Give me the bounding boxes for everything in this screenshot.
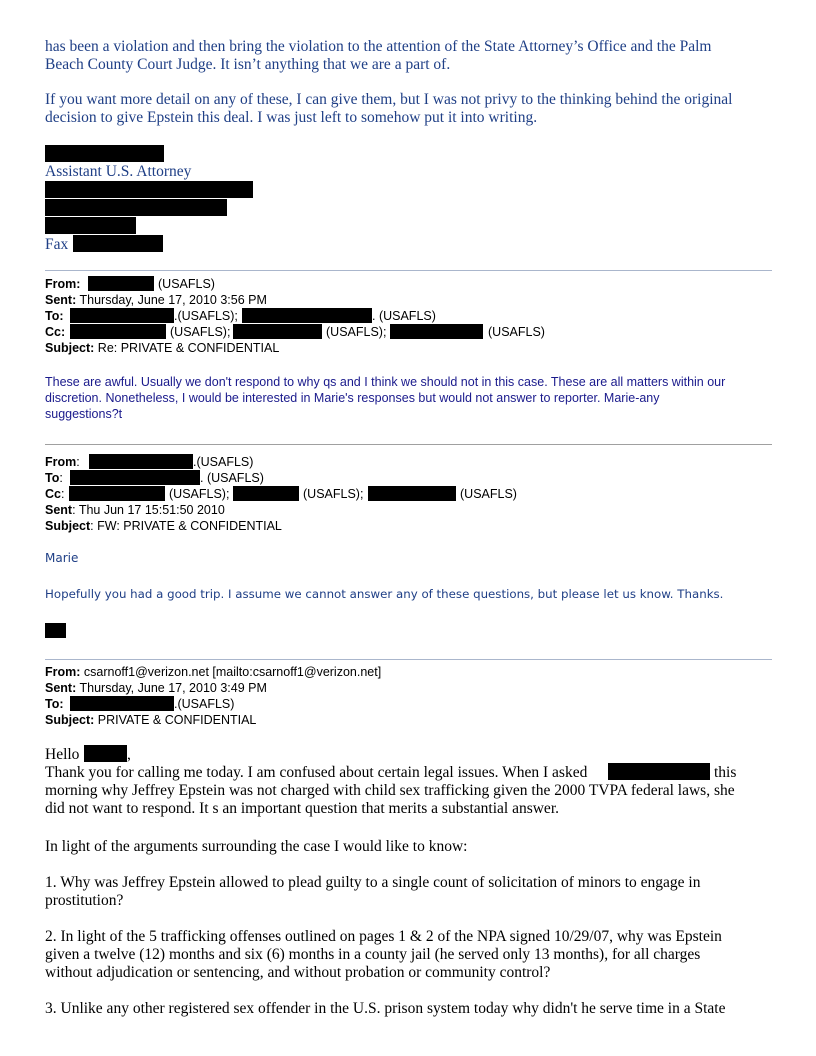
email3-from: From: csarnoff1@verizon.net [mailto:csarnoff1@verizon.net]: [45, 665, 382, 679]
email2-greeting: Marie: [45, 551, 79, 565]
redaction: [242, 308, 372, 323]
redaction: [88, 276, 154, 291]
divider: [45, 444, 772, 445]
redaction: [233, 486, 299, 501]
redaction: [89, 454, 193, 469]
email3-q1-line2: prostitution?: [45, 892, 124, 909]
email3-p1-line3: did not want to respond. It s an important question that merits a substantial answer.: [45, 800, 559, 817]
redaction: [45, 199, 227, 216]
detail-para-line2: decision to give Epstein this deal. I was just left to somehow put it into writing.: [45, 109, 538, 126]
top-para-line2: Beach County Court Judge. It isn’t anything that we are a part of.: [45, 56, 451, 73]
email2-to-value: . (USAFLS): [200, 471, 264, 485]
redaction: [608, 763, 710, 780]
email1-body-line2: discretion. Nonetheless, I would be interested in Marie's responses but would not answer to reporter. Marie-any: [45, 391, 660, 405]
email1-to: To:: [45, 309, 64, 323]
email1-cc: Cc:: [45, 325, 66, 339]
redaction: [84, 745, 127, 762]
redaction: [70, 696, 174, 711]
email2-from: From:: [45, 455, 80, 469]
email3-p1-line2: morning why Jeffrey Epstein was not charged with child sex trafficking given the 2000 TVPA federal laws, she: [45, 782, 735, 799]
email1-to-value1: .(USAFLS);: [174, 309, 238, 323]
email1-cc-value1: (USAFLS);: [170, 325, 231, 339]
email1-subject: Subject: Re: PRIVATE & CONFIDENTIAL: [45, 341, 280, 355]
redaction: [45, 217, 136, 234]
detail-para-line1: If you want more detail on any of these, I can give them, but I was not privy to the thinking behind the original: [45, 91, 733, 108]
redaction: [45, 145, 164, 162]
redaction: [73, 235, 163, 252]
redaction: [70, 324, 166, 339]
divider: [45, 270, 772, 271]
redaction: [390, 324, 483, 339]
email3-q2-line2: given a twelve (12) months and six (6) months in a county jail (he served only 13 months), for all charges: [45, 946, 701, 963]
email3-to: To:: [45, 697, 64, 711]
redaction: [69, 486, 165, 501]
email1-body-line1: These are awful. Usually we don't respond to why qs and I think we should not in this case. These are all matters within our: [45, 375, 726, 389]
fax-label: Fax: [45, 236, 69, 253]
top-para-line1: has been a violation and then bring the violation to the attention of the State Attorney’s Office and the Palm: [45, 38, 712, 55]
email3-q1-line1: 1. Why was Jeffrey Epstein allowed to plead guilty to a single count of solicitation of minors to engage in: [45, 874, 701, 891]
email2-cc-value3: (USAFLS): [460, 487, 517, 501]
email1-body-line3: suggestions?t: [45, 407, 123, 421]
divider: [45, 659, 772, 660]
email1-cc-value3: (USAFLS): [488, 325, 545, 339]
email3-hello: Hello: [45, 746, 80, 763]
email1-from-value: (USAFLS): [158, 277, 215, 291]
email2-cc-value1: (USAFLS);: [169, 487, 230, 501]
email1-from: From:: [45, 277, 81, 291]
email3-to-value: .(USAFLS): [174, 697, 235, 711]
email3-sent: Sent: Thursday, June 17, 2010 3:49 PM: [45, 681, 267, 695]
email1-to-value2: . (USAFLS): [372, 309, 436, 323]
redaction: [70, 308, 174, 323]
email2-sent: Sent: Thu Jun 17 15:51:50 2010: [45, 503, 225, 517]
redaction: [45, 623, 66, 638]
email3-q3-line1: 3. Unlike any other registered sex offender in the U.S. prison system today why didn't he serve time in a State: [45, 1000, 726, 1017]
email1-sent: Sent: Thursday, June 17, 2010 3:56 PM: [45, 293, 267, 307]
redaction: [45, 181, 253, 198]
email2-from-value: .(USAFLS): [193, 455, 254, 469]
email3-p1-line1b: this: [714, 764, 737, 781]
email3-q2-line3: without adjudication or sentencing, and without probation or community control?: [45, 964, 551, 981]
email1-cc-value2: (USAFLS);: [326, 325, 387, 339]
email3-p1-line1a: Thank you for calling me today. I am confused about certain legal issues. When I asked: [45, 764, 588, 781]
email2-cc-value2: (USAFLS);: [303, 487, 364, 501]
email2-to: To:: [45, 471, 63, 485]
redaction: [368, 486, 456, 501]
signature-title: Assistant U.S. Attorney: [45, 163, 192, 180]
email2-cc: Cc:: [45, 487, 65, 501]
email2-body: Hopefully you had a good trip. I assume we cannot answer any of these questions, but please let us know. Thanks.: [45, 587, 724, 601]
email3-hello-comma: ,: [127, 746, 131, 763]
email3-p2: In light of the arguments surrounding the case I would like to know:: [45, 838, 468, 855]
redaction: [70, 470, 200, 485]
redaction: [233, 324, 322, 339]
email3-q2-line1: 2. In light of the 5 trafficking offenses outlined on pages 1 & 2 of the NPA signed 10/29/07, why was Epstein: [45, 928, 722, 945]
email3-subject: Subject: PRIVATE & CONFIDENTIAL: [45, 713, 257, 727]
email2-subject: Subject: FW: PRIVATE & CONFIDENTIAL: [45, 519, 282, 533]
